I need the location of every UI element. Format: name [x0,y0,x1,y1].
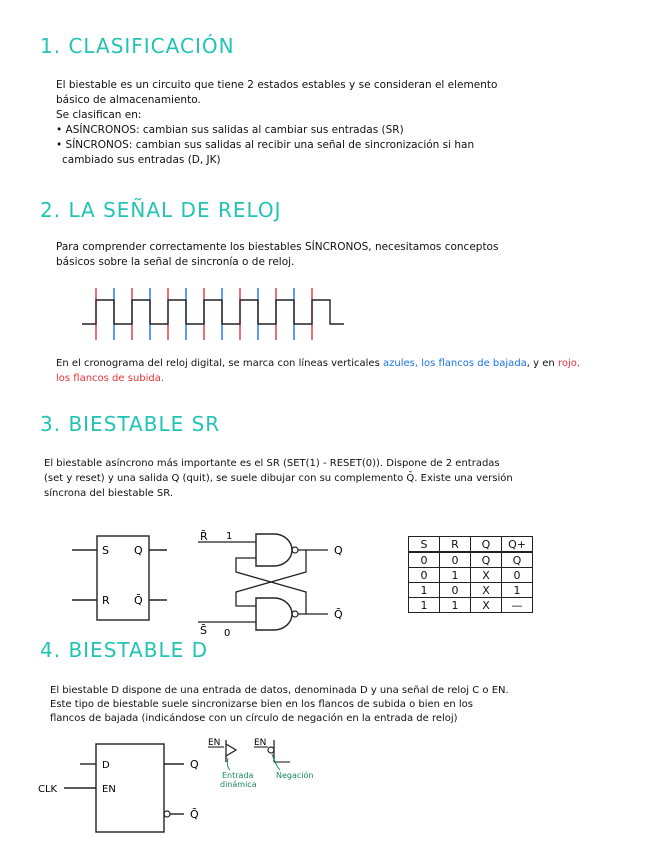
caption-text: , y en [526,358,555,369]
en-input-label: EN [102,784,116,795]
section-2-title: 2. LA SEÑAL DE RELOJ [40,198,282,222]
text-line: cambiado sus entradas (D, JK) [62,154,221,166]
table-row [409,583,533,598]
sr-block-s-label: S [102,544,109,557]
caption-rising-edges: los flancos de subida. [56,373,165,384]
negation-circle [268,747,274,753]
table-header: Q+ [502,537,533,553]
table-cell: X [471,598,502,613]
table-cell: 0 [502,568,533,583]
nand-gate-top [256,534,292,566]
caption-red-word: rojo, [557,358,581,369]
d-flipflop-diagram [36,742,226,837]
dynamic-input-triangle [226,744,236,756]
table-cell: 0 [409,552,440,568]
table-header-row [409,537,533,553]
note-negation: Negación [276,771,314,780]
clock-input-symbols [206,736,326,791]
nand-gate-bottom [256,598,292,630]
text-line: básicos sobre la señal de sincronía o de reloj. [56,256,295,268]
caption-text: En el cronograma del reloj digital, se marca con líneas verticales [56,358,380,369]
table-cell: 0 [440,552,471,568]
clk-label: CLK [38,784,58,795]
gate-q-label: Q [334,544,343,557]
table-header: S [409,537,440,553]
text-line: • ASÍNCRONOS: cambian sus salidas al cambiar sus entradas (SR) [56,124,404,136]
text-line: El biestable D dispone de una entrada de datos, denominada D y una señal de reloj C o EN. [50,685,509,696]
gate-r-value: 1 [226,531,233,542]
text-line: El biestable asíncrono más importante es el SR (SET(1) - RESET(0)). Dispone de 2 entradas [44,458,500,469]
text-line: flancos de bajada (indicándose con un círculo de negación en la entrada de reloj) [50,713,458,724]
text-line: • SÍNCRONOS: cambian sus salidas al recibir una señal de sincronización si han [56,139,475,151]
sr-truth-table [408,536,533,613]
sr-block-diagram [72,530,172,630]
d-input-label: D [102,760,110,771]
clock-waveform [82,300,344,324]
text-line: El biestable es un circuito que tiene 2 estados estables y se consideran el elemento [56,79,498,91]
note-dynamic-input: dinámica [220,780,257,789]
table-cell: 1 [409,583,440,598]
table-cell: 1 [409,598,440,613]
section-1-text [56,78,636,168]
text-line: (set y reset) y una salida Q (quit), se suele dibujar con su complemento Q̄. Existe una versión [44,473,513,484]
symbol-en-label: EN [208,738,221,748]
gate-s-input-label: S̄ [200,624,207,637]
table-cell: 1 [440,598,471,613]
section-2-text [56,240,636,270]
section-3-text [44,456,636,501]
sr-block-q-label: Q [134,544,143,557]
table-cell: 0 [440,583,471,598]
sr-nand-latch-diagram [196,528,366,638]
d-qbar-label: Q̄ [190,808,199,821]
section-3-title: 3. BIESTABLE SR [40,412,221,436]
sr-block-r-label: R [102,594,110,607]
text-line: Este tipo de biestable suele sincronizarse bien en los flancos de subida o bien en los [50,699,473,710]
table-cell: X [471,583,502,598]
table-row [409,598,533,613]
section-1-title: 1. CLASIFICACIÓN [40,34,235,58]
caption-falling-edges: azules, los flancos de bajada [382,358,527,369]
table-cell: — [502,598,533,613]
gate-qbar-label: Q̄ [334,608,343,621]
d-q-label: Q [190,758,199,771]
symbol-en-label: EN [254,738,267,748]
text-line: Para comprender correctamente los biestables SÍNCRONOS, necesitamos conceptos [56,241,499,253]
section-4-text [50,684,636,726]
text-line: básico de almacenamiento. [56,94,201,106]
note-dynamic-input: Entrada [222,771,254,780]
table-header: R [440,537,471,553]
text-line: síncrona del biestable SR. [44,488,174,499]
table-row [409,568,533,583]
gate-s-value: 0 [224,628,231,639]
table-cell: Q [471,552,502,568]
table-cell: 0 [409,568,440,583]
text-line: Se clasifican en: [56,109,142,121]
sr-block-qbar-label: Q̄ [134,594,143,607]
gate-r-input-label: R̄ [200,530,208,543]
clock-signal-diagram [0,284,656,344]
table-cell: 1 [502,583,533,598]
table-cell: 1 [440,568,471,583]
section-4-title: 4. BIESTABLE D [40,638,208,662]
table-header: Q [471,537,502,553]
clock-caption [56,356,636,386]
table-cell: Q [502,552,533,568]
table-cell: X [471,568,502,583]
table-row [409,552,533,568]
